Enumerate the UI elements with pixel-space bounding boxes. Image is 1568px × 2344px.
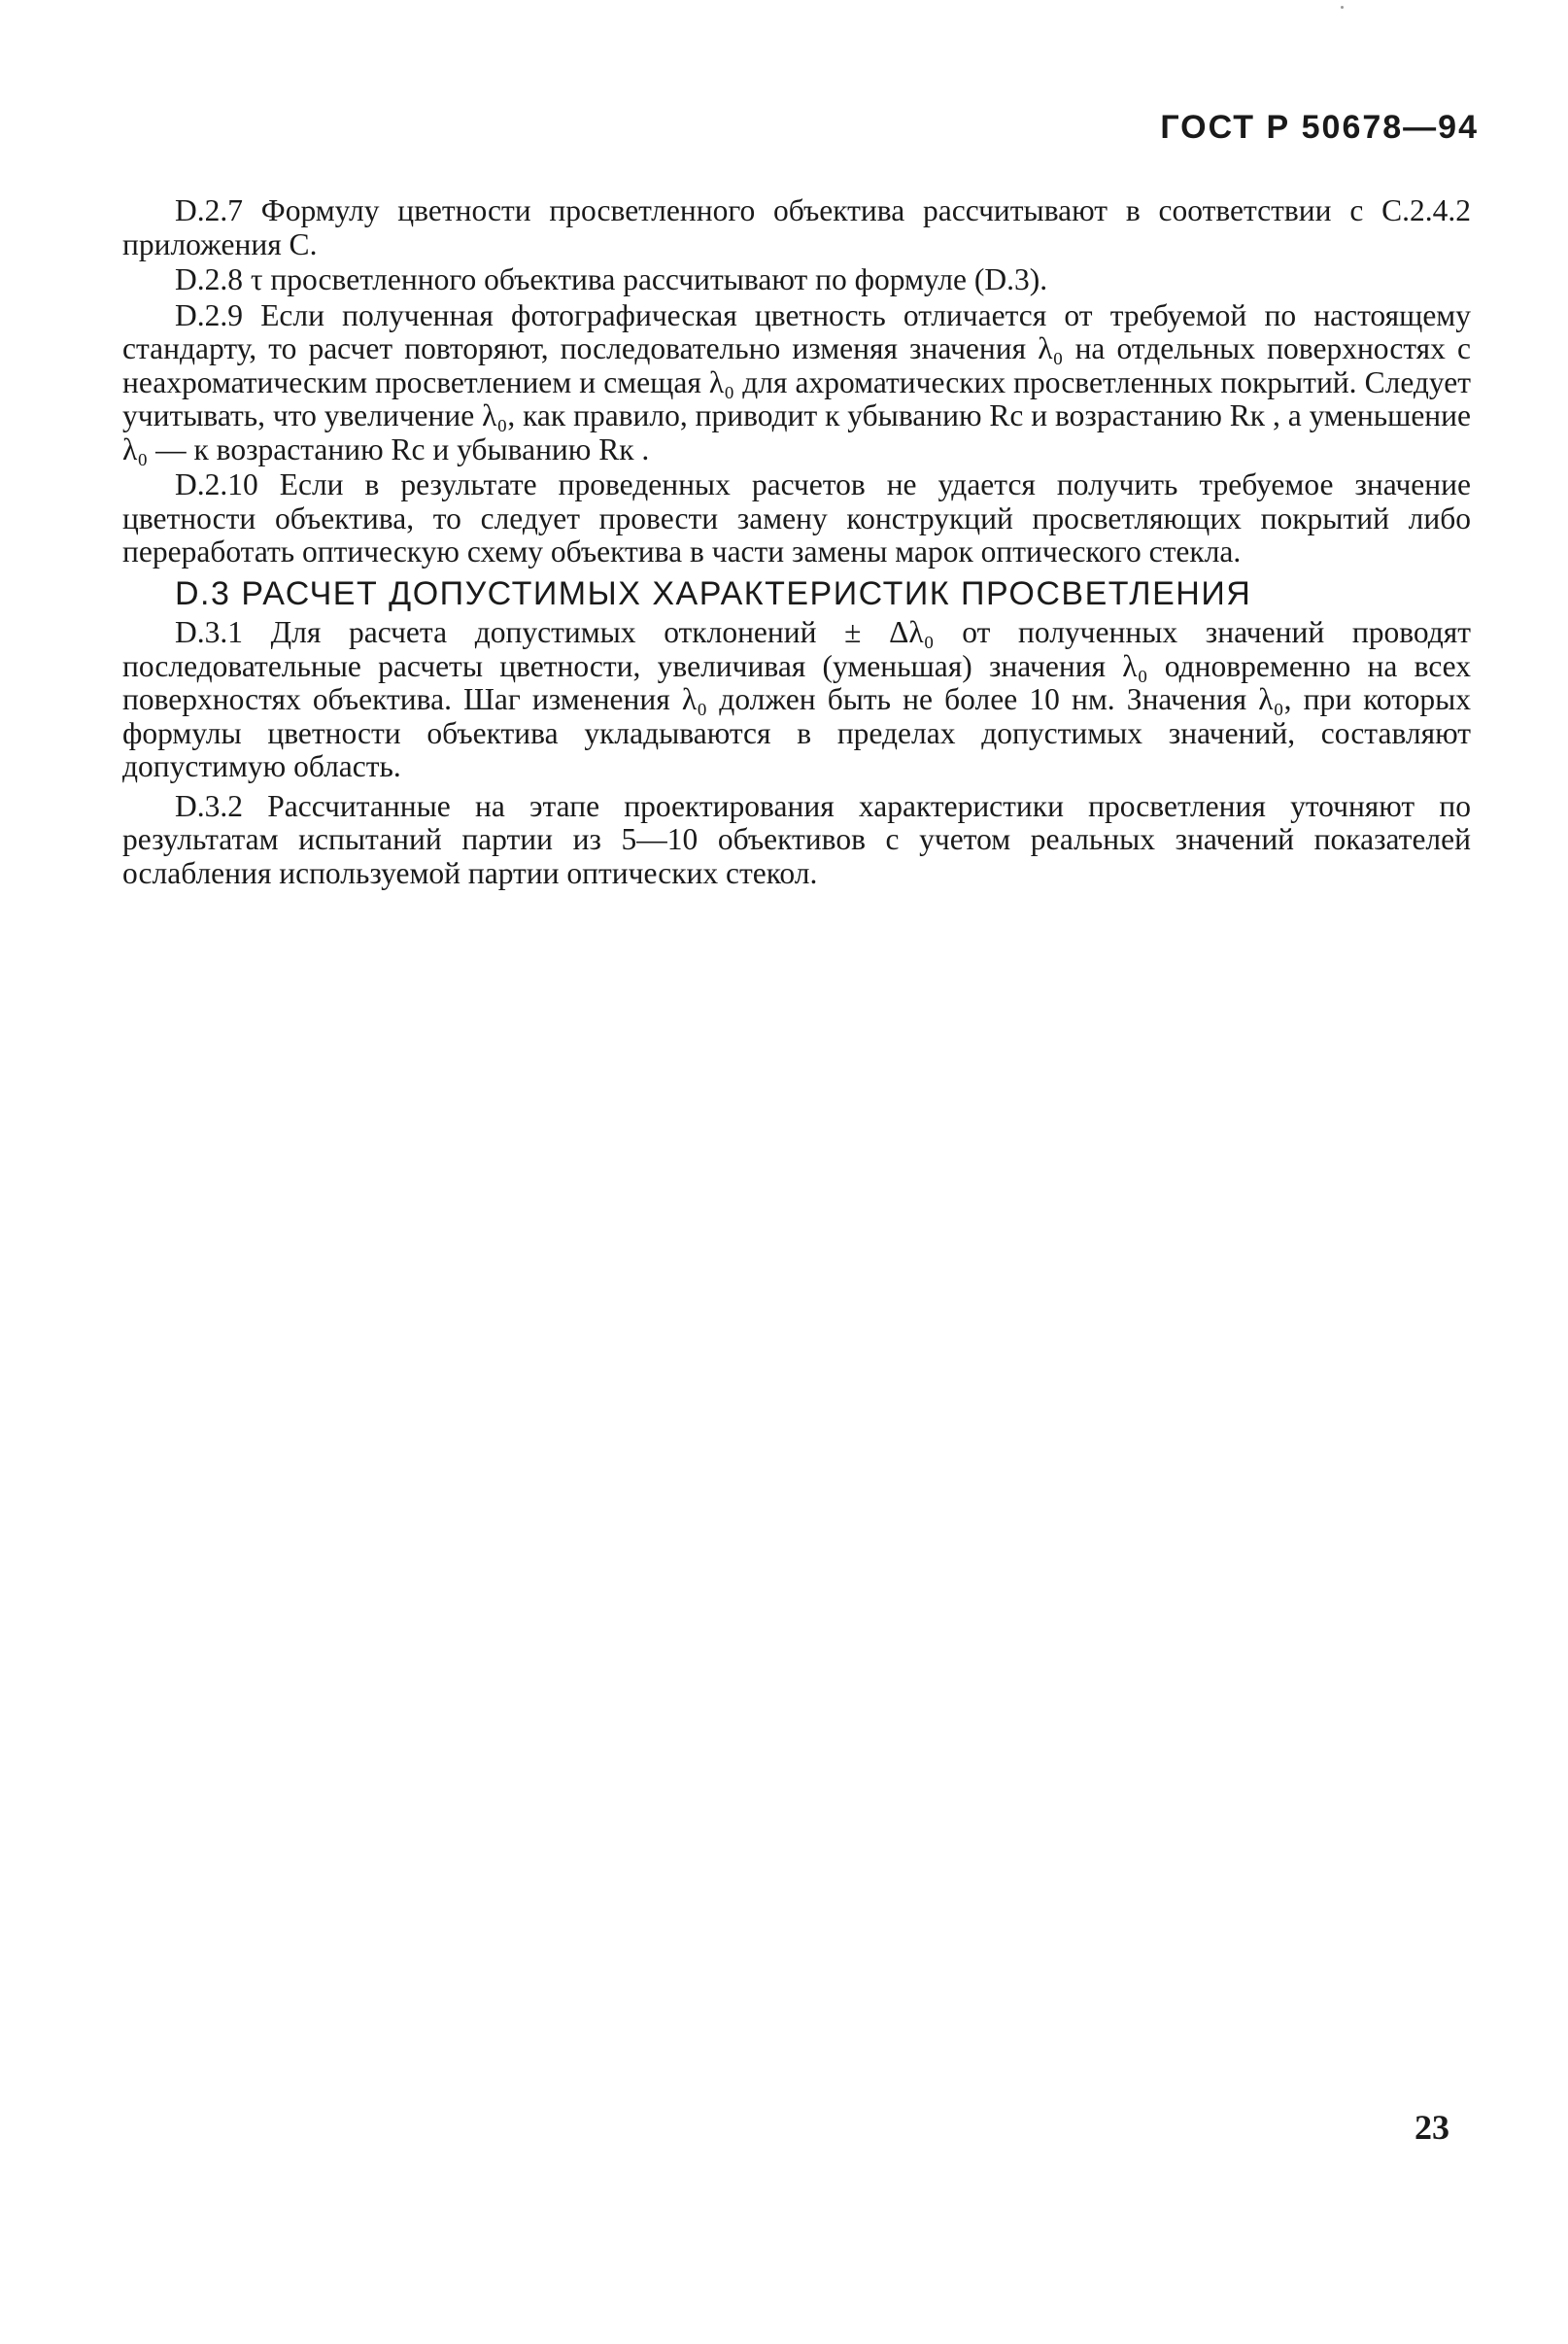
paragraph-d-3-1: D.3.1 Для расчета допустимых отклонений ± Δλ₀ от полученных значений проводят последовательные расчеты цветности, увеличивая (уменьшая) значения λ₀ одновременно на всех поверхностях объектива. Шаг изменения λ₀ должен быть не более 10 нм. Значения λ₀, при которых формулы цветности объектива укладываются в пределах допустимых значений, составляют допустимую область. [122, 615, 1471, 783]
paragraph-d-2-9: D.2.9 Если полученная фотографическая цветность отличается от требуемой по настоящему стандарту, то расчет повторяют, последовательно изменяя значения λ₀ на отдельных поверхностях с неахроматическим просветлением и смещая λ₀ для ахроматических просветленных покрытий. Следует учитывать, что увеличение λ₀, как правило, приводит к убыванию Rс и возрастанию Rк , а уменьшение λ₀ — к возрастанию Rс и убыванию Rк . [122, 297, 1471, 466]
scan-speck [1341, 6, 1344, 9]
document-code: ГОСТ Р 50678—94 [1160, 109, 1479, 146]
paragraph-d-2-7: D.2.7 Формулу цветности просветленного объектива рассчитывают в соответствии с С.2.4.2 приложения С. [122, 193, 1471, 261]
paragraph-d-3-2: D.3.2 Рассчитанные на этапе проектирования характеристики просветления уточняют по результатам испытаний партии из 5—10 объективов с учетом реальных значений показателей ослабления используемой партии оптических стекол. [122, 788, 1471, 890]
page-number: 23 [1415, 2108, 1449, 2147]
paragraph-d-2-10: D.2.10 Если в результате проведенных расчетов не удается получить требуемое значение цветности объектива, то следует провести замену конструкций просветляющих покрытий либо переработать оптическую схему объектива в части замены марок оптического стекла. [122, 467, 1471, 569]
paragraph-d-2-8: D.2.8 τ просветленного объектива рассчитывают по формуле (D.3). [175, 262, 1048, 296]
document-body [122, 194, 1471, 892]
section-heading: D.3 РАСЧЕТ ДОПУСТИМЫХ ХАРАКТЕРИСТИК ПРОСВЕТЛЕНИЯ [175, 574, 1252, 612]
